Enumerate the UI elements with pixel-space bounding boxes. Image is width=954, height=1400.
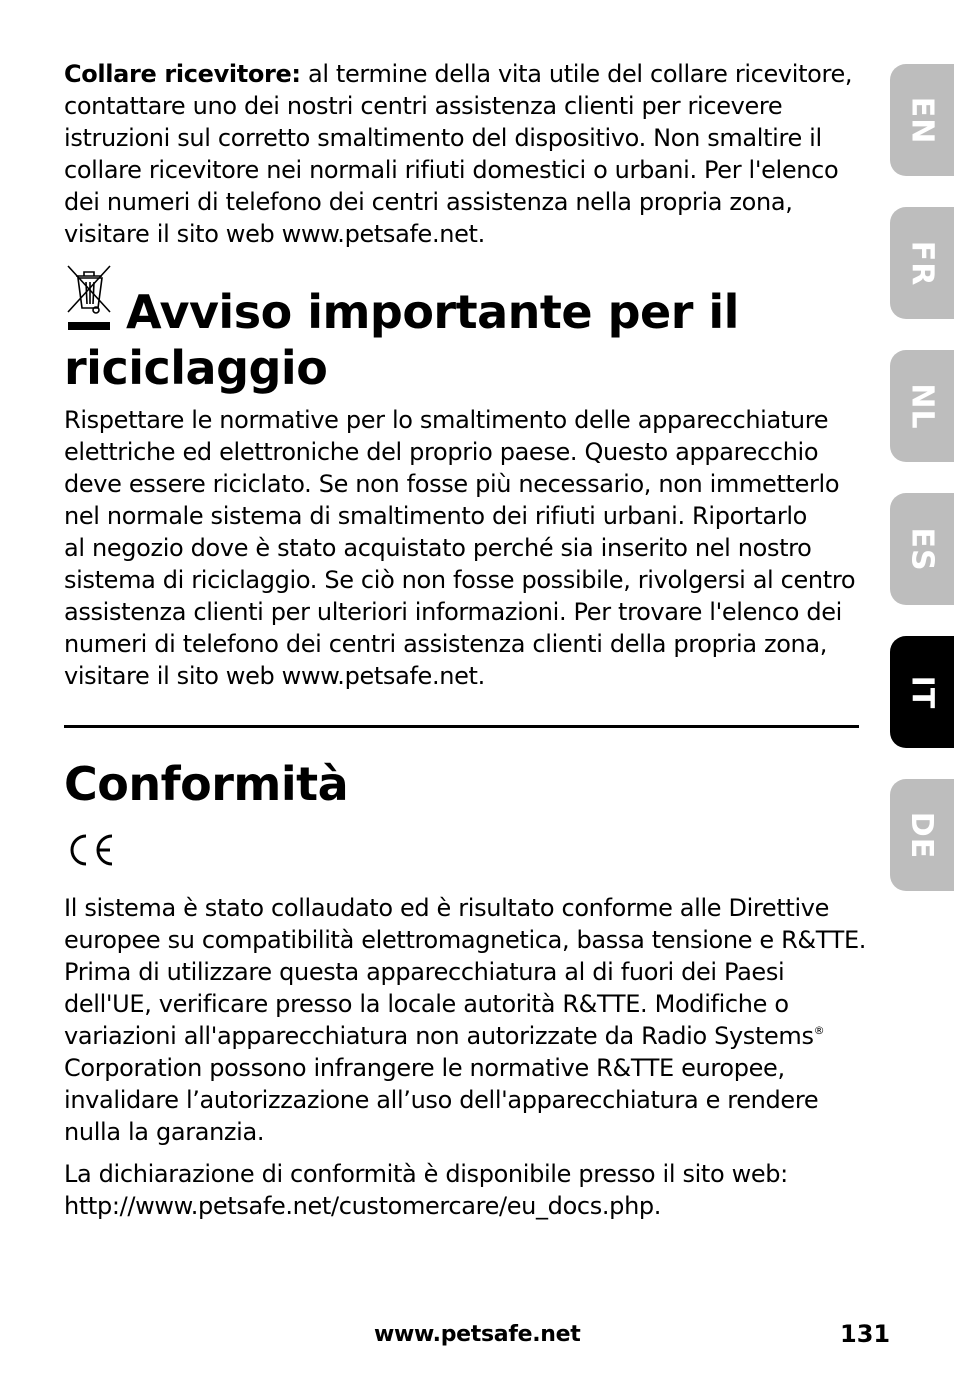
tab-it[interactable]	[890, 636, 954, 748]
recycling-title	[64, 262, 864, 396]
ce-mark-icon	[64, 832, 116, 868]
recycling-line: sistema di riciclaggio. Se ciò non fosse possibile, rivolgersi al centro	[64, 566, 856, 594]
section-divider	[64, 725, 859, 728]
declaration-link[interactable]: http://www.petsafe.net/customercare/eu_docs.php.	[64, 1192, 662, 1220]
conformity-title: Conformità	[64, 757, 349, 811]
recycling-line: deve essere riciclato. Se non fosse più necessario, non immetterlo	[64, 470, 840, 498]
registered-mark: ®	[813, 1024, 825, 1037]
conformity-line: invalidare l’autorizzazione all’uso dell'apparecchiatura e rendere	[64, 1086, 819, 1114]
conformity-line: europee su compatibilità elettromagnetica, bassa tensione e R&TTE.	[64, 926, 867, 954]
disposal-line: dei numeri di telefono dei centri assistenza nella propria zona,	[64, 188, 793, 216]
language-tabs	[890, 0, 954, 1400]
recycling-line: elettriche ed elettroniche del proprio paese. Questo apparecchio	[64, 438, 819, 466]
tab-label: EN	[904, 96, 940, 144]
conformity-line: Prima di utilizzare questa apparecchiatura al di fuori dei Paesi	[64, 958, 785, 986]
recycling-line: numeri di telefono dei centri assistenza clienti della propria zona,	[64, 630, 828, 658]
recycling-line: visitare il sito web www.petsafe.net.	[64, 662, 485, 690]
page-number: 131	[840, 1320, 891, 1348]
conformity-line: Il sistema è stato collaudato ed è risultato conforme alle Direttive	[64, 894, 830, 922]
recycling-line: assistenza clienti per ulteriori informazioni. Per trovare l'elenco dei	[64, 598, 842, 626]
conformity-line: Corporation possono infrangere le normative R&TTE europee,	[64, 1054, 785, 1082]
tab-de[interactable]	[890, 779, 954, 891]
declaration-line: La dichiarazione di conformità è disponibile presso il sito web:	[64, 1160, 788, 1188]
disposal-paragraph	[64, 58, 864, 250]
tab-fr[interactable]	[890, 207, 954, 319]
footer-url[interactable]: www.petsafe.net	[374, 1322, 581, 1347]
disposal-line: istruzioni sul corretto smaltimento del dispositivo. Non smaltire il	[64, 124, 822, 152]
conformity-line: dell'UE, verificare presso la locale autorità R&TTE. Modifiche o	[64, 990, 789, 1018]
disposal-line: visitare il sito web www.petsafe.net.	[64, 220, 485, 248]
declaration-paragraph	[64, 1158, 864, 1222]
disposal-lead: Collare ricevitore:	[64, 60, 301, 88]
crossed-out-wheelie-bin-icon	[64, 262, 114, 334]
disposal-line: collare ricevitore nei normali rifiuti domestici o urbani. Per l'elenco	[64, 156, 839, 184]
tab-en[interactable]	[890, 64, 954, 176]
conformity-section	[64, 756, 867, 1222]
tab-es[interactable]	[890, 493, 954, 605]
tab-label: IT	[904, 675, 940, 709]
recycling-line: Rispettare le normative per lo smaltimento delle apparecchiature	[64, 406, 829, 434]
tab-nl[interactable]	[890, 350, 954, 462]
recycling-line: nel normale sistema di smaltimento dei rifiuti urbani. Riportarlo	[64, 502, 808, 530]
recycling-paragraph	[64, 404, 864, 692]
tab-label: FR	[904, 240, 940, 286]
conformity-line: nulla la garanzia.	[64, 1118, 265, 1146]
tab-label: NL	[904, 382, 940, 430]
page-content	[64, 58, 864, 692]
disposal-line: contattare uno dei nostri centri assistenza clienti per ricevere	[64, 92, 783, 120]
recycling-line: al negozio dove è stato acquistato perché sia inserito nel nostro	[64, 534, 812, 562]
tab-label: ES	[904, 526, 940, 572]
recycling-title-line2: riciclaggio	[64, 341, 328, 395]
disposal-line: al termine della vita utile del collare ricevitore,	[300, 60, 853, 88]
conformity-line: variazioni all'apparecchiatura non autorizzate da Radio Systems	[64, 1022, 814, 1050]
recycling-title-line1: Avviso importante per il	[126, 285, 739, 339]
recycling-section	[64, 262, 864, 692]
conformity-paragraph	[64, 892, 867, 1148]
tab-label: DE	[904, 811, 940, 859]
